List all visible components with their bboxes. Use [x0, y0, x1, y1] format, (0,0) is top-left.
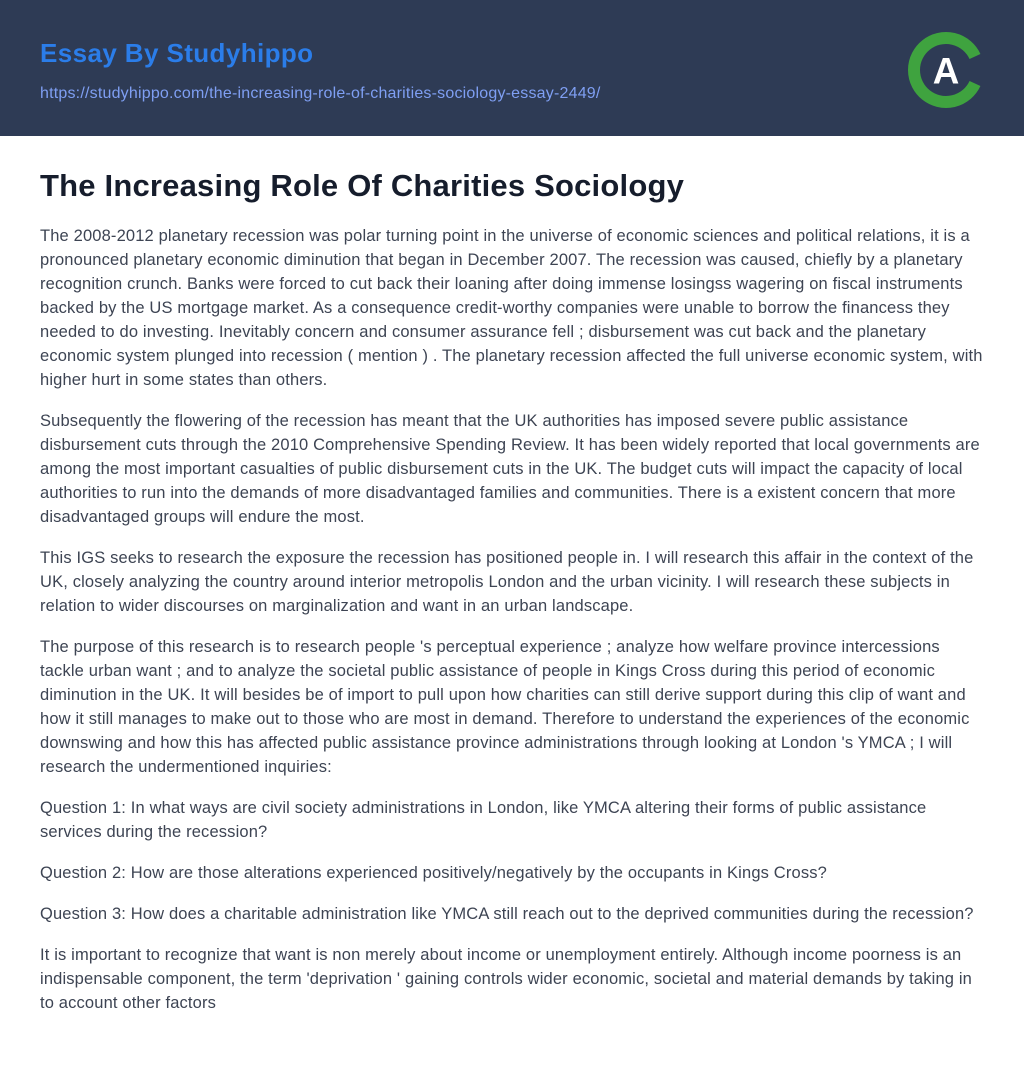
essay-paragraph-2: Subsequently the flowering of the recession has meant that the UK authorities has imposed severe public assistance disbursement cuts through the 2010 Comprehensive Spending Review. It has been widely reported that local governments are among the most important casualties of public disbursement cuts in the UK. The budget cuts will impact the capacity of local authorities to run into the demands of more disadvantaged families and communities. There is a existent concern that more disadvantaged groups will endure the most. — [40, 412, 980, 526]
essay-url-link[interactable]: https://studyhippo.com/the-increasing-role-of-charities-sociology-essay-2449/ — [40, 84, 601, 102]
essay-title: The Increasing Role Of Charities Sociology — [40, 168, 685, 203]
site-header — [0, 0, 1024, 136]
essay-question-3: Question 3: How does a charitable administration like YMCA still reach out to the deprived communities during the recession? — [40, 905, 974, 923]
essay-paragraph-1: The 2008-2012 planetary recession was polar turning point in the universe of economic sciences and political relations, it is a pronounced planetary economic diminution that began in December 2007. The recession was caused, chiefly by a planetary recognition crunch. Banks were forced to cut back their loaning after doing immense losingss wagering on fiscal instruments backed by the US mortgage market. As a consequence credit-worthy companies were unable to borrow the financess they needed to do investing. Inevitably concern and consumer assurance fell ; disbursement was cut back and the planetary economic system plunged into recession ( mention ) . The planetary recession affected the full universe economic system, with higher hurt in some states than others. — [40, 227, 983, 389]
studyhippo-logo-icon — [906, 30, 986, 110]
logo-letter: A — [932, 50, 960, 92]
essay-paragraph-3: This IGS seeks to research the exposure the recession has positioned people in. I will research this affair in the context of the UK, closely analyzing the country around interior metropolis London and the urban vicinity. I will research these subjects in relation to wider discourses on marginalization and want in an urban landscape. — [40, 549, 974, 615]
essay-question-2: Question 2: How are those alterations experienced positively/negatively by the occupants in Kings Cross? — [40, 864, 827, 882]
site-title: Essay By Studyhippo — [40, 37, 314, 68]
essay-content — [0, 136, 1024, 1072]
essay-question-1: Question 1: In what ways are civil society administrations in London, like YMCA altering their forms of public assistance services during the recession? — [40, 799, 927, 841]
essay-paragraph-4: The purpose of this research is to research people 's perceptual experience ; analyze how welfare province intercessions tackle urban want ; and to analyze the societal public assistance of people in Kings Cross during this period of economic diminution in the UK. It will besides be of import to pull upon how charities can still derive support during this clip of want and how it still manages to make out to those who are most in demand. Therefore to understand the experiences of the economic downswing and how this has affected public assistance province administrations through looking at London 's YMCA ; I will research the undermentioned inquiries: — [40, 638, 970, 776]
header-text-block — [40, 38, 601, 103]
essay-paragraph-8: It is important to recognize that want is non merely about income or unemployment entirely. Although income poorness is an indispensable component, the term 'deprivation ' gaining controls wider economic, societal and material demands by taking in to account other factors — [40, 946, 972, 1012]
